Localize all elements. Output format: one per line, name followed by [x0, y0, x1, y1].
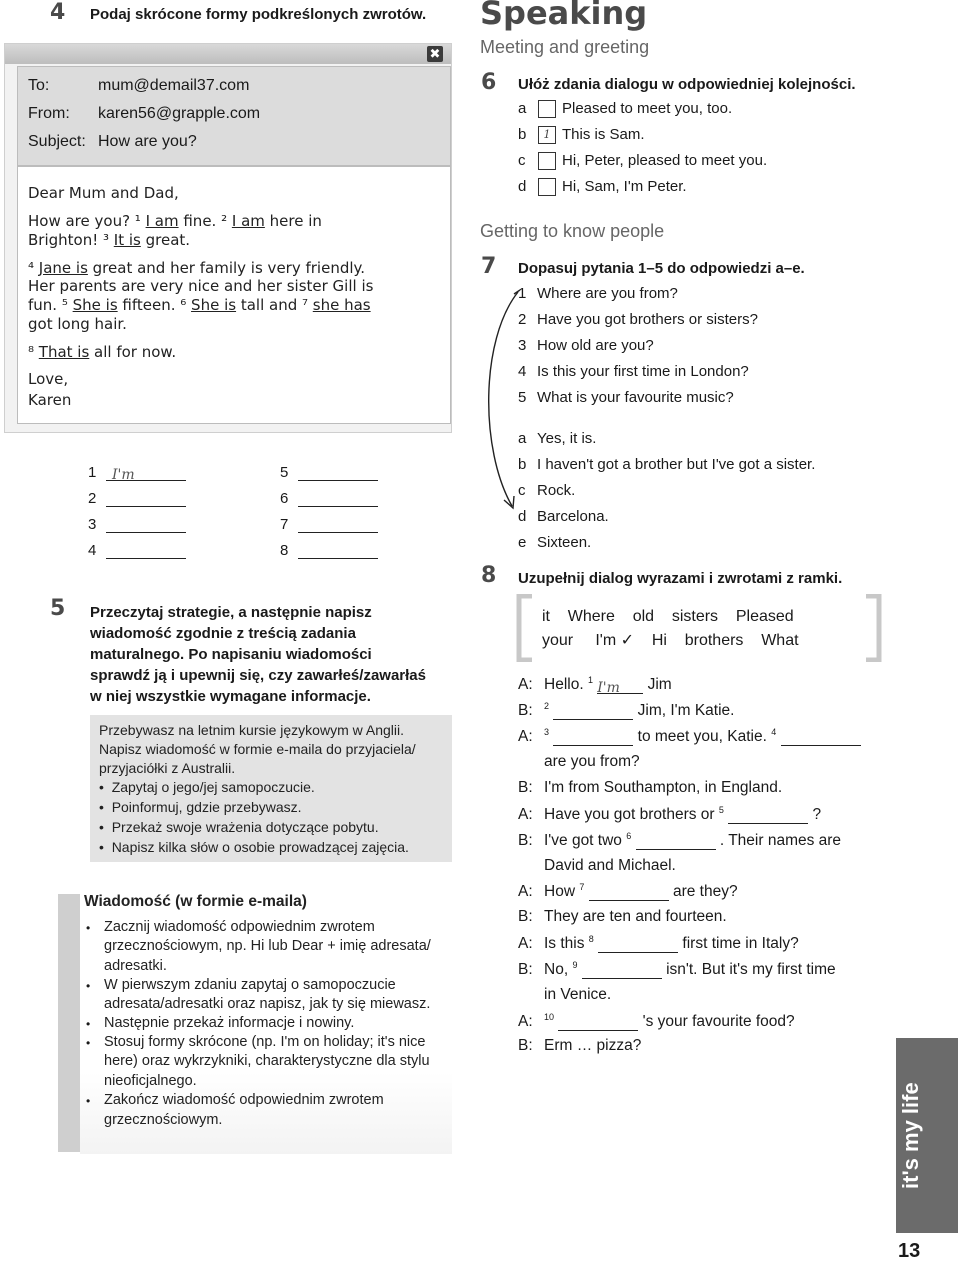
order-box[interactable] [538, 100, 556, 118]
answer-line-2[interactable]: 2 [88, 490, 186, 507]
task-box: Przebywasz na letnim kursie językowym w Anglii. Napisz wiadomość w formie e-maila do przyjaciela/ przyjaciółki z Australii. • Zapytaj o jego/jej samopoczucie. • Poinformuj, gdzie przebywasz. • Przekaż swoje wrażenia dotyczące pobytu. • Napisz kilka słów o osobie prowadzącej zajęcia. [90, 715, 452, 862]
matching-arrow [480, 280, 524, 520]
email-signature: Karen [28, 391, 72, 409]
email-header [17, 66, 451, 166]
from-label: From: [28, 105, 70, 122]
strategy-title: Wiadomość (w formie e-maila) [84, 893, 307, 910]
strategy-bar [58, 894, 80, 1152]
gap-7[interactable] [589, 886, 669, 901]
answer-line-1[interactable]: 1 I'm [88, 464, 186, 481]
task-bullet: • Napisz kilka słów o osobie prowadzącej zajęcia. [99, 839, 409, 855]
from-value: karen56@grapple.com [98, 105, 261, 122]
gap-10[interactable] [558, 1016, 638, 1031]
dialogue-line: David and Michael. [544, 857, 676, 874]
email-body [17, 166, 451, 424]
order-box[interactable] [538, 152, 556, 170]
email-line: ⁸ That is all for now. [28, 343, 177, 361]
handwritten-answer: I'm [112, 467, 135, 483]
answer-item: a Yes, it is. [518, 430, 597, 447]
answer-item: c Rock. [518, 482, 576, 499]
dialogue-line: are you from? [544, 753, 640, 770]
exercise-5-instruction: Przeczytaj strategie, a następnie napisz wiadomość zgodnie z treścią zadania maturalnego. Po napisaniu wiadomości sprawdź ją i upewnij się, czy zawarłeś/zawarłaś w niej wszystkie wymagane informacje. [90, 604, 426, 705]
email-closing: Love, [28, 370, 69, 388]
subject-value: How are you? [98, 133, 197, 150]
dialogue-line: in Venice. [544, 986, 612, 1003]
email-to-row [28, 77, 249, 95]
answer-item: b I haven't got a brother but I've got a sister. [518, 456, 816, 473]
exercise-4-instruction: Podaj skrócone formy podkreślonych zwrotów. [90, 6, 427, 23]
email-subject-row [28, 133, 197, 151]
word-box [516, 594, 882, 662]
gap-9[interactable] [582, 964, 662, 979]
dialogue-line: B: They are ten and fourteen. [518, 908, 727, 925]
dialogue-option[interactable]: a Pleased to meet you, too. [518, 100, 733, 117]
order-box[interactable] [538, 178, 556, 196]
dialogue-line: A: $^3$ to meet you, Katie. $^4$ [518, 727, 861, 746]
email-line: fun. ⁵ She is fifteen. ⁶ She is tall and ⁷ she has [28, 296, 371, 314]
answer-line-3[interactable]: 3 [88, 516, 186, 533]
exercise-6-instruction: Ułóż zdania dialogu w odpowiedniej kolejności. [518, 76, 856, 93]
word-box-row-1: it Where old sisters Pleased [542, 608, 794, 625]
email-line: Her parents are very nice and her sister Gill is [28, 277, 374, 295]
answer-item: d Barcelona. [518, 508, 609, 525]
dialogue-line: B: I'm from Southampton, in England. [518, 779, 783, 796]
question-item: 5 What is your favourite music? [518, 389, 734, 406]
answer-line-7[interactable]: 7 [280, 516, 378, 533]
exercise-7-number: 7 [481, 254, 497, 279]
exercise-5-number: 5 [50, 596, 66, 621]
exercise-6-number: 6 [481, 70, 497, 95]
subheading-getting-to-know: Getting to know people [480, 221, 665, 241]
answer-line-8[interactable]: 8 [280, 542, 378, 559]
section-title: Speaking [480, 0, 648, 32]
task-bullet: • Poinformuj, gdzie przebywasz. [99, 799, 302, 815]
email-line: ⁴ Jane is great and her family is very friendly. [28, 259, 366, 277]
dialogue-line: A: Have you got brothers or $^5$ ? [518, 805, 822, 824]
question-item: 2 Have you got brothers or sisters? [518, 311, 758, 328]
gap-2[interactable] [553, 705, 633, 720]
order-box[interactable]: 1 [538, 126, 556, 144]
page-number: 13 [898, 1240, 921, 1262]
side-tab-label: it's my life [898, 1082, 923, 1189]
task-bullet: • Zapytaj o jego/jej samopoczucie. [99, 779, 315, 795]
to-value: mum@demail37.com [98, 77, 250, 94]
exercise-4-number: 4 [50, 0, 66, 25]
dialogue-line: B: I've got two $^6$ . Their names are [518, 831, 842, 850]
gap-4[interactable] [781, 731, 861, 746]
question-item: 3 How old are you? [518, 337, 654, 354]
dialogue-option[interactable]: d Hi, Sam, I'm Peter. [518, 178, 687, 195]
answer-line-5[interactable]: 5 [280, 464, 378, 481]
task-bullet: • Przekaż swoje wrażenia dotyczące pobytu. [99, 819, 379, 835]
email-line: got long hair. [28, 315, 127, 333]
answer-line-6[interactable]: 6 [280, 490, 378, 507]
dialogue-line: A: $^{10}$ 's your favourite food? [518, 1012, 795, 1031]
dialogue-line: A: How $^7$ are they? [518, 882, 738, 901]
email-line: Brighton! ³ It is great. [28, 231, 191, 249]
subject-label: Subject: [28, 133, 86, 150]
strategy-box: Wiadomość (w formie e-maila) • Zacznij wiadomość odpowiednim zwrotem grzecznościowym, np. Hi lub Dear + imię adresata/ adresatki. • W pierwszym zdaniu zapytaj o samopoczucie adresata/adresatki oraz napisz, jak ty się miewasz. • Następnie przekaż informacje i nowiny. • Stosuj formy skrócone (np. I'm on holiday; it's nice here) oraz wykrzykniki, charakterystyczne dla stylu nieoficjalnego. • Zakończ wiadomość odpowiednim zwrotem grzecznościowym. [58, 882, 452, 1154]
close-icon[interactable]: ✖ [427, 46, 443, 62]
exercise-8-number: 8 [481, 563, 497, 588]
dialogue-line: B: $^2$ Jim, I'm Katie. [518, 701, 735, 720]
dialogue-option[interactable]: b 1 This is Sam. [518, 126, 645, 143]
question-item: 1 Where are you from? [518, 285, 678, 302]
dialogue-line: A: Is this $^8$ first time in Italy? [518, 934, 799, 953]
email-from-row [28, 105, 260, 123]
gap-3[interactable] [553, 731, 633, 746]
answer-item: e Sixteen. [518, 534, 592, 551]
gap-6[interactable] [636, 835, 716, 850]
gap-5[interactable] [728, 809, 808, 824]
exercise-8-instruction: Uzupełnij dialog wyrazami i zwrotami z ramki. [518, 570, 843, 587]
email-titlebar [5, 44, 451, 64]
gap-8[interactable] [598, 938, 678, 953]
dialogue-line: B: Erm … pizza? [518, 1037, 642, 1054]
exercise-7-instruction: Dopasuj pytania 1–5 do odpowiedzi a–e. [518, 260, 805, 277]
dialogue-line: A: Hello. $^1$ I'm Jim [518, 675, 672, 697]
dialogue-option[interactable]: c Hi, Peter, pleased to meet you. [518, 152, 768, 169]
to-label: To: [28, 77, 50, 94]
email-line: How are you? ¹ I am fine. ² I am here in [28, 212, 322, 230]
answer-line-4[interactable]: 4 [88, 542, 186, 559]
email-greeting: Dear Mum and Dad, [28, 184, 179, 202]
handwritten-answer: I'm [597, 680, 620, 697]
email-window [4, 43, 452, 433]
question-item: 4 Is this your first time in London? [518, 363, 749, 380]
subheading-meeting: Meeting and greeting [480, 37, 650, 57]
word-box-row-2: your I'm ✓ Hi brothers What [542, 632, 799, 649]
dialogue-line: B: No, $^9$ isn't. But it's my first time [518, 960, 836, 979]
